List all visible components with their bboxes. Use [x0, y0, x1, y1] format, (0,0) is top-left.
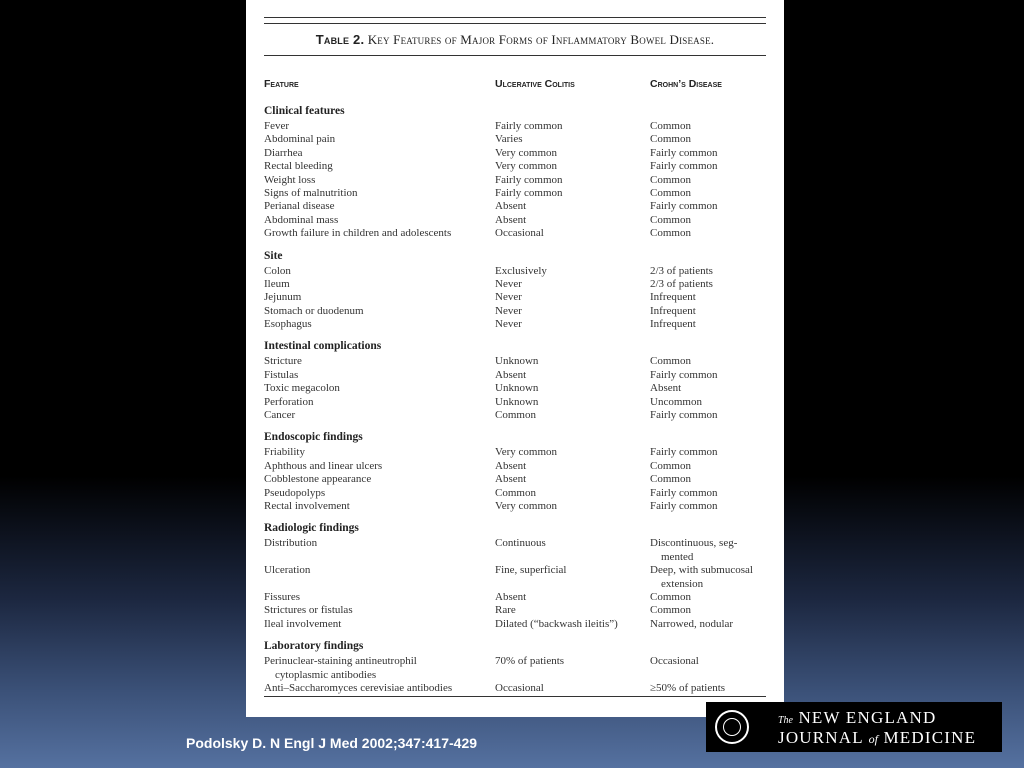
crohns-disease-cell: Infrequent: [650, 291, 696, 304]
feature-cell: Esophagus: [264, 318, 312, 331]
crohns-disease-cell: Occasional: [650, 655, 699, 668]
crohns-disease-cell: Fairly common: [650, 146, 718, 159]
crohns-disease-cell: ≥50% of patients: [650, 681, 726, 694]
ulcerative-colitis-cell: Occasional: [495, 681, 544, 694]
citation: Podolsky D. N Engl J Med 2002;347:417-429: [186, 735, 478, 751]
table-row: [264, 618, 766, 631]
crohns-disease-cell: Common: [650, 133, 691, 146]
table-row: [264, 409, 766, 422]
feature-cell: Stricture: [264, 355, 302, 368]
seal-icon: [715, 710, 749, 744]
crohns-disease-cell: Fairly common: [650, 446, 718, 459]
ulcerative-colitis-cell: Very common: [495, 160, 558, 173]
ulcerative-colitis-cell: Unknown: [495, 382, 539, 395]
table-row: [264, 147, 766, 160]
table-title: [264, 32, 766, 48]
header-feature: Feature: [264, 78, 299, 90]
table-row: [264, 305, 766, 318]
column-headers: [264, 78, 766, 94]
table-row: [264, 278, 766, 291]
feature-cell: Colon: [264, 264, 291, 277]
feature-cell: Stomach or duodenum: [264, 304, 364, 317]
table-row: [264, 396, 766, 409]
crohns-disease-cell: Narrowed, nodular: [650, 617, 734, 630]
feature-cell: Rectal involvement: [264, 499, 350, 512]
table-row: [264, 655, 766, 682]
ulcerative-colitis-cell: Unknown: [495, 395, 539, 408]
feature-cell: Strictures or fistulas: [264, 604, 353, 617]
table-row: [264, 318, 766, 331]
table-row: [264, 537, 766, 564]
ulcerative-colitis-cell: Absent: [495, 368, 527, 381]
table-row: [264, 120, 766, 133]
feature-cell: Diarrhea: [264, 146, 303, 159]
ulcerative-colitis-cell: Fine, superficial: [495, 564, 567, 577]
crohns-disease-cell: Common: [650, 173, 691, 186]
crohns-disease-cell: Fairly common: [650, 409, 718, 422]
crohns-disease-cell: Common: [650, 473, 691, 486]
table-row: [264, 473, 766, 486]
crohns-disease-cell: Fairly common: [650, 486, 718, 499]
feature-cell: Fistulas: [264, 368, 299, 381]
feature-cell: Rectal bleeding: [264, 160, 333, 173]
section-heading: Radiologic findings: [264, 522, 359, 535]
table-page: [246, 0, 784, 717]
feature-cell: Ileum: [264, 277, 290, 290]
ulcerative-colitis-cell: 70% of patients: [495, 655, 565, 668]
crohns-disease-cell: 2/3 of patients: [650, 277, 713, 290]
crohns-disease-cell: 2/3 of patients: [650, 264, 713, 277]
feature-cell: Signs of malnutrition: [264, 186, 358, 199]
ulcerative-colitis-cell: Absent: [495, 213, 527, 226]
feature-cell: Perianal disease: [264, 200, 335, 213]
table-row: [264, 355, 766, 368]
ulcerative-colitis-cell: Dilated (“backwash ileitis”): [495, 617, 618, 630]
table-caption: Key Features of Major Forms of Inflammatory Bowel Disease.: [367, 32, 715, 47]
ulcerative-colitis-cell: Very common: [495, 446, 558, 459]
ulcerative-colitis-cell: Never: [495, 291, 522, 304]
feature-cell: Abdominal pain: [264, 133, 336, 146]
ulcerative-colitis-cell: Rare: [495, 604, 516, 617]
table-row: [264, 291, 766, 304]
feature-cell: Pseudopolyps: [264, 486, 326, 499]
crohns-disease-cell: Common: [650, 355, 691, 368]
feature-cell: Cancer: [264, 409, 296, 422]
table-row: [264, 682, 766, 695]
ulcerative-colitis-cell: Absent: [495, 459, 527, 472]
table-row: [264, 200, 766, 213]
ulcerative-colitis-cell: Very common: [495, 499, 558, 512]
section-heading: Site: [264, 249, 283, 262]
logo-line-2: JOURNAL of MEDICINE: [778, 728, 977, 747]
header-crohns-disease: Crohn’s Disease: [650, 78, 722, 90]
crohns-disease-cell: Common: [650, 186, 691, 199]
crohns-disease-cell: Common: [650, 590, 691, 603]
feature-cell: Ulceration: [264, 564, 311, 577]
crohns-disease-cell: Infrequent: [650, 304, 696, 317]
feature-cell: Aphthous and linear ulcers: [264, 459, 383, 472]
ulcerative-colitis-cell: Fairly common: [495, 186, 563, 199]
bottom-rule: [264, 696, 766, 697]
title-rule: [264, 55, 766, 56]
ulcerative-colitis-cell: Very common: [495, 146, 558, 159]
table-row: [264, 382, 766, 395]
feature-cell: Distribution: [264, 537, 318, 550]
ulcerative-colitis-cell: Never: [495, 318, 522, 331]
ulcerative-colitis-cell: Common: [495, 409, 536, 422]
crohns-disease-cell: Fairly common: [650, 499, 718, 512]
crohns-disease-cell: Common: [650, 459, 691, 472]
crohns-disease-cell: Common: [650, 604, 691, 617]
table-row: [264, 591, 766, 604]
feature-cell: Ileal involvement: [264, 617, 342, 630]
feature-cell: Perinuclear-staining antineutrophil cytoplasmic antibodies: [264, 655, 417, 681]
crohns-disease-cell: Uncommon: [650, 395, 702, 408]
table-row: [264, 446, 766, 459]
crohns-disease-cell: Fairly common: [650, 160, 718, 173]
table-row: [264, 604, 766, 617]
crohns-disease-cell: Fairly common: [650, 200, 718, 213]
ulcerative-colitis-cell: Absent: [495, 590, 527, 603]
section-heading: Intestinal complications: [264, 340, 382, 353]
nejm-logo: [706, 702, 1002, 752]
ulcerative-colitis-cell: Unknown: [495, 355, 539, 368]
ulcerative-colitis-cell: Varies: [495, 133, 523, 146]
crohns-disease-cell: Common: [650, 213, 691, 226]
crohns-disease-cell: Infrequent: [650, 318, 696, 331]
ulcerative-colitis-cell: Occasional: [495, 227, 544, 240]
table-row: [264, 214, 766, 227]
top-double-rule: [264, 17, 766, 24]
ulcerative-colitis-cell: Absent: [495, 200, 527, 213]
table-body: [264, 101, 766, 700]
table-row: [264, 187, 766, 200]
table-row: [264, 133, 766, 146]
ulcerative-colitis-cell: Fairly common: [495, 120, 563, 132]
feature-cell: Weight loss: [264, 173, 316, 186]
feature-cell: Anti–Saccharomyces cerevisiae antibodies: [264, 681, 453, 694]
ulcerative-colitis-cell: Absent: [495, 473, 527, 486]
feature-cell: Jejunum: [264, 291, 302, 304]
table-row: [264, 369, 766, 382]
table-row: [264, 227, 766, 240]
ulcerative-colitis-cell: Never: [495, 304, 522, 317]
crohns-disease-cell: Common: [650, 227, 691, 240]
feature-cell: Abdominal mass: [264, 213, 339, 226]
table-row: [264, 265, 766, 278]
section-heading: Laboratory findings: [264, 640, 364, 653]
crohns-disease-cell: Deep, with submucosal extension: [650, 564, 753, 590]
crohns-disease-cell: Absent: [650, 382, 682, 395]
header-ulcerative-colitis: Ulcerative Colitis: [495, 78, 575, 90]
table-row: [264, 500, 766, 513]
logo-line-1: The NEW ENGLAND: [778, 708, 937, 727]
table-row: [264, 487, 766, 500]
section-heading: Endoscopic findings: [264, 431, 363, 444]
table-row: [264, 564, 766, 591]
crohns-disease-cell: Discontinuous, seg- mented: [650, 537, 738, 563]
table-row: [264, 160, 766, 173]
feature-cell: Growth failure in children and adolescents: [264, 227, 452, 240]
table-number: Table 2.: [315, 32, 365, 47]
feature-cell: Friability: [264, 446, 305, 459]
ulcerative-colitis-cell: Common: [495, 486, 536, 499]
ulcerative-colitis-cell: Continuous: [495, 537, 546, 550]
table-row: [264, 460, 766, 473]
crohns-disease-cell: Fairly common: [650, 368, 718, 381]
feature-cell: Fissures: [264, 590, 301, 603]
feature-cell: Toxic megacolon: [264, 382, 340, 395]
ulcerative-colitis-cell: Fairly common: [495, 173, 563, 186]
section-heading: Clinical features: [264, 105, 345, 117]
crohns-disease-cell: Common: [650, 120, 691, 132]
ulcerative-colitis-cell: Never: [495, 277, 522, 290]
feature-cell: Cobblestone appearance: [264, 473, 372, 486]
ulcerative-colitis-cell: Exclusively: [495, 264, 547, 277]
table-row: [264, 174, 766, 187]
feature-cell: Perforation: [264, 395, 314, 408]
feature-cell: Fever: [264, 120, 290, 132]
